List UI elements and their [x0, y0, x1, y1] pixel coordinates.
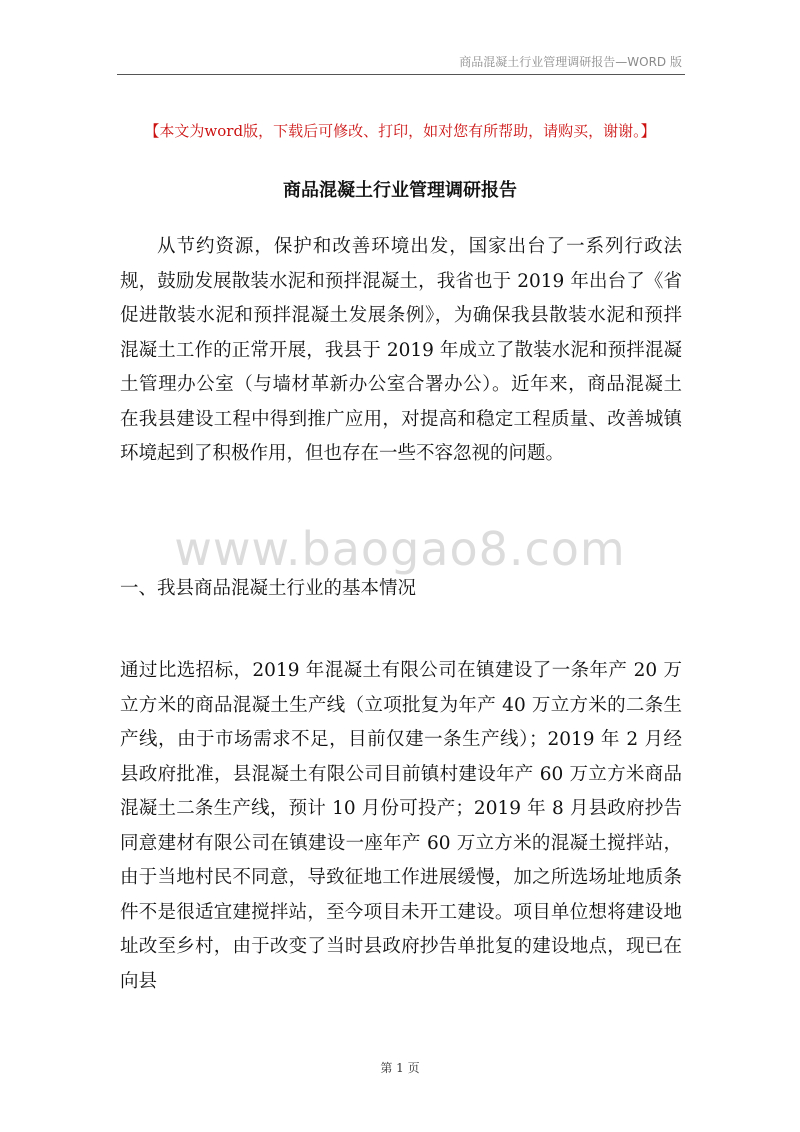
header-divider	[117, 74, 685, 75]
section-paragraph: 通过比选招标，2019 年混凝土有限公司在镇建设了一条年产 20 万立方米的商品混凝土生产线（立项批复为年产 40 万立方米的二条生产线，由于市场需求不足，目前仅建一条生产线）；2019 年 2 月经县政府批准，县混凝土有限公司目前镇村建设年产 60 万立方米商品混凝土二条生产线，预计 10 月份可投产；2019 年 8 月县政府抄告同意建材有限公司在镇建设一座年产 60 万立方米的混凝土搅拌站，由于当地村民不同意，导致征地工作进展缓慢，加之所选场址地质条件不是很适宜建搅拌站，至今项目未开工建设。项目单位想将建设地址改至乡村，由于改变了当时县政府抄告单批复的建设地点，现已在向县	[120, 660, 682, 992]
purchase-notice: 【本文为word版，下载后可修改、打印，如对您有所帮助，请购买，谢谢。】	[144, 122, 656, 140]
watermark: www.baogao8.com	[174, 522, 626, 576]
intro-paragraph: 从节约资源，保护和改善环境出发，国家出台了一系列行政法规，鼓励发展散装水泥和预拌混凝土，我省也于 2019 年出台了《省促进散装水泥和预拌混凝土发展条例》，为确保我县散装水泥和预拌混凝土工作的正常开展，我县于 2019 年成立了散装水泥和预拌混凝土管理办公室（与墙材革新办公室合署办公）。近年来，商品混凝土在我县建设工程中得到推广应用，对提高和稳定工程质量、改善城镇环境起到了积极作用，但也存在一些不容忽视的问题。	[120, 236, 682, 464]
document-title: 商品混凝土行业管理调研报告	[283, 180, 517, 201]
page-number: 第 1 页	[380, 1061, 420, 1075]
section-heading: 一、我县商品混凝土行业的基本情况	[120, 578, 417, 599]
running-header: 商品混凝土行业管理调研报告—WORD 版	[459, 55, 682, 69]
